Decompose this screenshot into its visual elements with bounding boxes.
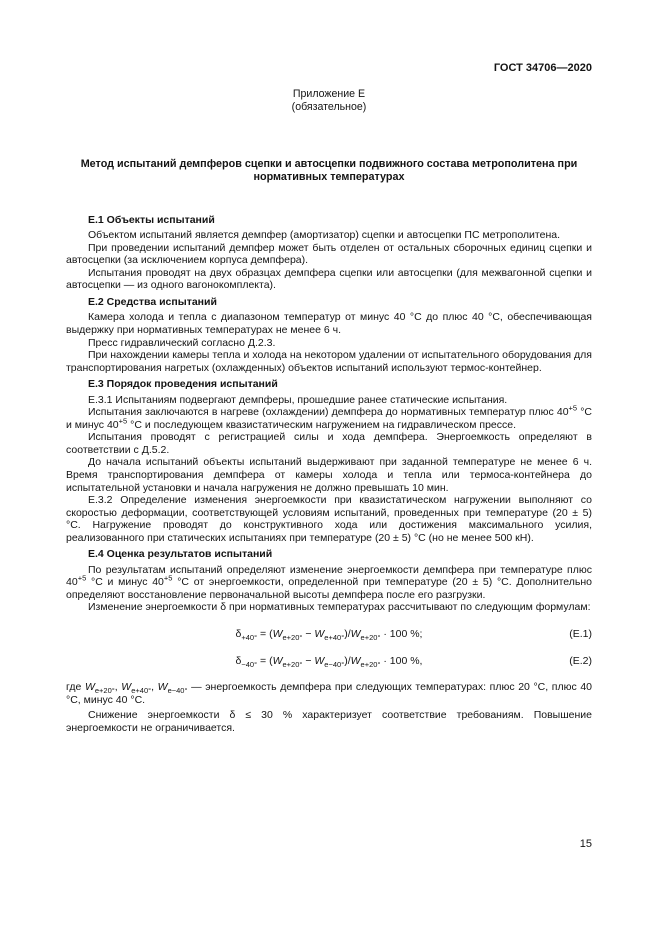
paragraph-e2-3: При нахождении камеры тепла и холода на некотором удалении от испытательного оборудования для транспортирования нагретых (охлажденных) объектов испытаний используют термос-контейнер.: [66, 349, 592, 374]
paragraph-e4-2: Изменение энергоемкости δ при нормативных температурах рассчитывают по следующим формулам:: [88, 601, 591, 614]
formula-e1-expression: $\delta_{+40^\circ} = (W_{е+20^\circ} - W_{е+40^\circ})/W_{е+20^\circ} \cdot 100$ %;: [235, 628, 423, 643]
paragraph-e3-4: До начала испытаний объекты испытаний выдерживают при заданной температуре не менее 6 ч. Время транспортирования демпфера от камеры холода и тепла или термоса-контейнера до испытательной установки и начала нагружения не должно превышать 10 мин.: [66, 456, 592, 494]
paragraph-e1-3: Испытания проводят на двух образцах демпфера сцепки или автосцепки (для межвагонной сцепки и автосцепки — из одного вагонокомплекта).: [66, 266, 592, 292]
annex-block: [66, 88, 592, 113]
section-heading-e2: Е.2 Средства испытаний: [88, 295, 217, 308]
section-heading-e4: Е.4 Оценка результатов испытаний: [88, 548, 273, 561]
standard-code: ГОСТ 34706—2020: [493, 62, 592, 74]
annex-type: (обязательное): [291, 100, 367, 113]
paragraph-e4-4: Снижение энергоемкости δ ≤ 30 % характеризует соответствие требованиям. Повышение энергоемкости не ограничивается.: [66, 709, 592, 734]
formula-e1-number: (Е.1): [569, 628, 592, 640]
paragraph-e1-1: Объектом испытаний является демпфер (амортизатор) сцепки и автосцепки ПС метрополитена.: [88, 229, 561, 242]
formula-e1-row: [66, 628, 592, 641]
paragraph-e4-where: где $W_{е+20^\circ}$, $W_{е+40^\circ}$, $W_{е-40^\circ}$ — энергоемкость демпфера при следующих температурах: плюс 20 °С, плюс 40 °С, минус 40 °С.: [66, 681, 592, 706]
paragraph-e2-1: Камера холода и тепла с диапазоном температур от минус 40 °С до плюс 40 °С, обеспечивающая выдержку при нормативных температурах не менее 6 ч.: [66, 311, 592, 336]
paragraph-e1-2: При проведении испытаний демпфер может быть отделен от остальных сборочных единиц сцепки и автосцепки (за исключением корпуса демпфера).: [66, 241, 592, 267]
formula-e2-number: (Е.2): [569, 654, 592, 667]
annex-label: Приложение Е: [292, 88, 366, 100]
paragraph-e2-2: Пресс гидравлический согласно Д.2.3.: [88, 336, 276, 349]
paragraph-e4-1: По результатам испытаний определяют изменение энергоемкости демпфера при температуре плюс $40^{+5}$ °С и минус $40^{+5}$ °С от энергоемкости, определенной при температуре (20 ± 5) °С. Дополнительно определяют восстановление первоначальной высоты демпфера после его разгрузки.: [66, 563, 592, 601]
formula-e2-expression: $\delta_{-40^\circ} = (W_{е+20^\circ} - W_{е-40^\circ})/W_{е+20^\circ} \cdot 100$ %,: [235, 654, 423, 669]
document-title: Метод испытаний демпферов сцепки и автосцепки подвижного состава метрополитена при нормативных температурах: [80, 158, 578, 184]
page-number: 15: [579, 838, 592, 850]
paragraph-e3-1: Е.3.1 Испытаниям подвергают демпферы, прошедшие ранее статические испытания.: [88, 393, 508, 406]
section-heading-e3: Е.3 Порядок проведения испытаний: [88, 378, 278, 391]
paragraph-e3-3: Испытания проводят с регистрацией силы и хода демпфера. Энергоемкость определяют в соответствии с Д.5.2.: [66, 431, 592, 456]
section-heading-e1: Е.1 Объекты испытаний: [88, 213, 215, 226]
paragraph-e3-5: Е.3.2 Определение изменения энергоемкости при квазистатическом нагружении выполняют со скоростью деформации, соответствующей условиям испытаний, проведенных при температуре (20 ± 5) °С. Нагружение проводят до конструктивного хода или достижения максимального усилия, реализованного при статических испытаниях при температуре (20 ± 5) °С (но не менее 500 кН).: [66, 494, 592, 544]
document-body: [66, 214, 592, 735]
paragraph-e3-2: Испытания заключаются в нагреве (охлаждении) демпфера до нормативных температур плюс $40^{+5}$ °С и минус $40^{+5}$ °С и последующем квазистатическим нагружением на гидравлическом прессе.: [66, 403, 592, 431]
formula-e2-row: [66, 655, 592, 668]
